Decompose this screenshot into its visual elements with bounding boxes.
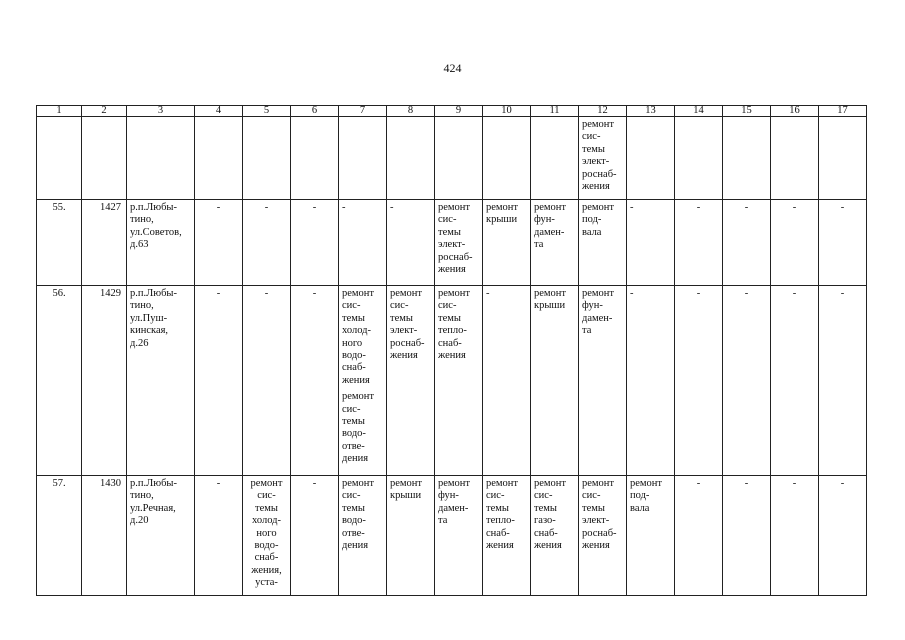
cell-text: - [264, 288, 269, 299]
cell-text: - [792, 478, 797, 489]
cell-text: ремонт фун- дамен- та [438, 478, 471, 527]
cell-text: 1430 [100, 478, 121, 489]
cell-text: - [696, 478, 701, 489]
continuation-row [37, 117, 867, 200]
cell-text: - [630, 202, 634, 213]
table-cell [37, 200, 82, 286]
cell-text: 55. [52, 202, 66, 213]
cell-text: - [312, 478, 317, 489]
table-cell [675, 476, 723, 596]
cell-text: 57. [52, 478, 66, 489]
table-cell [195, 200, 243, 286]
column-number-7: 7 [339, 106, 387, 117]
cell-text: - [390, 202, 394, 213]
cell-text: ремонт сис- темы элект- роснаб- жения [582, 119, 617, 193]
table-cell [579, 117, 627, 200]
column-number-9: 9 [435, 106, 483, 117]
table-cell [579, 200, 627, 286]
cell-text: - [840, 202, 845, 213]
cell-text: р.п.Любы- тино, ул.Речная, д.20 [130, 478, 177, 527]
column-number-12: 12 [579, 106, 627, 117]
table-cell [387, 476, 435, 596]
cell-text: - [486, 288, 490, 299]
page-number: 424 [443, 61, 462, 75]
table-cell [627, 476, 675, 596]
table-cell [819, 286, 867, 476]
table-cell [195, 117, 243, 200]
cell-text: ремонт сис- темы тепло- снаб- жения [486, 478, 519, 552]
table-cell [675, 200, 723, 286]
table-cell [819, 117, 867, 200]
table-cell [195, 286, 243, 476]
cell-text: ремонт крыши [390, 478, 423, 502]
table-cell [771, 200, 819, 286]
table-cell [819, 476, 867, 596]
cell-text: ремонт сис- темы тепло- снаб- жения [438, 288, 471, 362]
table-cell [435, 286, 483, 476]
table-cell [723, 200, 771, 286]
cell-text: ремонт крыши [486, 202, 519, 226]
table-cell [387, 200, 435, 286]
table-cell [627, 200, 675, 286]
column-number-13: 13 [627, 106, 675, 117]
column-number-6: 6 [291, 106, 339, 117]
cell-text: - [744, 202, 749, 213]
table-cell [127, 200, 195, 286]
cell-text: р.п.Любы- тино, ул.Пуш- кинская, д.26 [130, 288, 177, 349]
table-cell [243, 476, 291, 596]
table-cell [339, 200, 387, 286]
table-cell [435, 200, 483, 286]
table-cell [483, 200, 531, 286]
table-cell [387, 286, 435, 476]
column-number-4: 4 [195, 106, 243, 117]
cell-text: - [696, 202, 701, 213]
table-cell [127, 117, 195, 200]
column-number-5: 5 [243, 106, 291, 117]
table-cell [531, 117, 579, 200]
table-row [37, 286, 867, 476]
table-cell [723, 476, 771, 596]
table-cell [435, 117, 483, 200]
cell-text: - [630, 288, 634, 299]
column-number-14: 14 [675, 106, 723, 117]
column-number-3: 3 [127, 106, 195, 117]
cell-text: 1429 [100, 288, 121, 299]
column-number-8: 8 [387, 106, 435, 117]
cell-text: - [312, 202, 317, 213]
table-cell [435, 476, 483, 596]
table-cell [723, 286, 771, 476]
cell-text: - [216, 202, 221, 213]
cell-text: ремонт фун- дамен- та [582, 288, 615, 337]
table-cell [339, 476, 387, 596]
table-cell [82, 200, 127, 286]
table-cell [771, 286, 819, 476]
table-cell [723, 117, 771, 200]
table-cell [195, 476, 243, 596]
cell-text: - [840, 478, 845, 489]
column-number-16: 16 [771, 106, 819, 117]
repair-schedule-table [36, 105, 867, 596]
cell-text: - [312, 288, 317, 299]
table-cell [483, 476, 531, 596]
table-cell [243, 286, 291, 476]
cell-text: 1427 [100, 202, 121, 213]
table-row [37, 200, 867, 286]
table-cell [579, 286, 627, 476]
cell-text: - [264, 202, 269, 213]
cell-text: ремонт сис- темы водо- отве- дения [342, 391, 375, 465]
cell-text: - [216, 288, 221, 299]
cell-text: ремонт сис- темы элект- роснаб- жения [582, 478, 617, 552]
table-cell [37, 117, 82, 200]
table-cell [675, 117, 723, 200]
column-number-15: 15 [723, 106, 771, 117]
table-cell [291, 200, 339, 286]
cell-text: - [840, 288, 845, 299]
cell-text: ремонт сис- темы водо- отве- дения [342, 478, 375, 552]
cell-text: ремонт сис- темы элект- роснаб- жения [438, 202, 473, 276]
cell-text: р.п.Любы- тино, ул.Советов, д.63 [130, 202, 182, 251]
table-row [37, 476, 867, 596]
table-cell [339, 117, 387, 200]
column-number-11: 11 [531, 106, 579, 117]
table-cell [675, 286, 723, 476]
cell-text: ремонт под- вала [582, 202, 615, 238]
table-cell [627, 286, 675, 476]
table-cell [483, 117, 531, 200]
table-cell [37, 476, 82, 596]
column-number-2: 2 [82, 106, 127, 117]
table-cell [291, 286, 339, 476]
cell-text: ремонт сис- темы холод- ного водо- снаб- жения [342, 288, 375, 386]
cell-text: 56. [52, 288, 66, 299]
table-cell [339, 286, 387, 476]
table-cell [531, 200, 579, 286]
table-cell [127, 286, 195, 476]
cell-text: - [792, 288, 797, 299]
cell-text: - [744, 288, 749, 299]
column-number-row [37, 106, 867, 117]
table-cell [531, 286, 579, 476]
table-cell [127, 476, 195, 596]
cell-text: ремонт крыши [534, 288, 567, 312]
table-cell [819, 200, 867, 286]
column-number-17: 17 [819, 106, 867, 117]
cell-text: ремонт под- вала [630, 478, 663, 514]
cell-text: ремонт сис- темы газо- снаб- жения [534, 478, 567, 552]
table-cell [291, 117, 339, 200]
cell-text: ремонт фун- дамен- та [534, 202, 567, 251]
cell-text: - [744, 478, 749, 489]
cell-text: - [342, 202, 346, 213]
table-cell [387, 117, 435, 200]
cell-text: - [792, 202, 797, 213]
table-cell [771, 476, 819, 596]
table-cell [483, 286, 531, 476]
cell-text: ремонт сис- темы элект- роснаб- жения [390, 288, 425, 362]
table-cell [291, 476, 339, 596]
table-cell [627, 117, 675, 200]
column-number-10: 10 [483, 106, 531, 117]
cell-text: - [216, 478, 221, 489]
table-cell [82, 117, 127, 200]
column-number-1: 1 [37, 106, 82, 117]
table-cell [37, 286, 82, 476]
table-cell [243, 117, 291, 200]
table-cell [82, 286, 127, 476]
table-cell [579, 476, 627, 596]
cell-text: ремонт сис- темы холод- ного водо- снаб- жения, уста- [250, 478, 283, 589]
table-cell [771, 117, 819, 200]
table-cell [82, 476, 127, 596]
table-cell [531, 476, 579, 596]
cell-text: - [696, 288, 701, 299]
table-cell [243, 200, 291, 286]
